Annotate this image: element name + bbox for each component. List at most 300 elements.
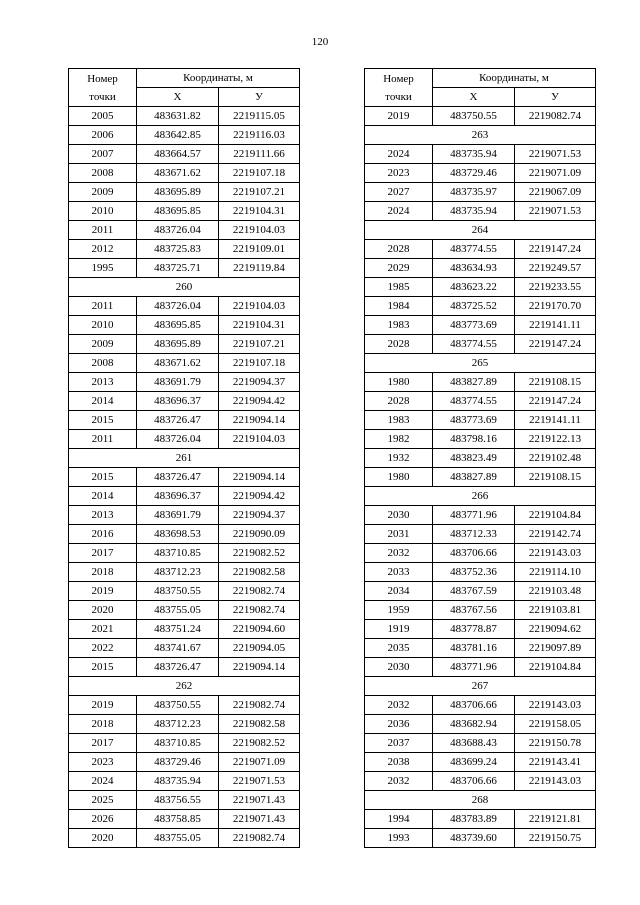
table-row [69, 126, 300, 145]
x-coordinate: 483739.60 [433, 829, 515, 848]
point-number: 2018 [69, 563, 137, 582]
x-coordinate: 483631.82 [137, 107, 219, 126]
point-number: 2030 [365, 658, 433, 677]
y-coordinate: 2219249.57 [515, 259, 596, 278]
x-coordinate: 483774.55 [433, 335, 515, 354]
table-row [69, 772, 300, 791]
table-row [365, 145, 596, 164]
y-coordinate: 2219071.53 [219, 772, 300, 791]
x-coordinate: 483725.83 [137, 240, 219, 259]
x-coordinate: 483726.47 [137, 411, 219, 430]
table-row [365, 316, 596, 335]
y-coordinate: 2219114.10 [515, 563, 596, 582]
y-coordinate: 2219107.18 [219, 164, 300, 183]
section-number: 261 [69, 449, 300, 468]
y-coordinate: 2219082.74 [219, 829, 300, 848]
section-row [365, 221, 596, 240]
x-header: Х [137, 88, 219, 107]
x-coordinate: 483729.46 [137, 753, 219, 772]
y-coordinate: 2219067.09 [515, 183, 596, 202]
y-coordinate: 2219082.52 [219, 544, 300, 563]
point-number: 2015 [69, 468, 137, 487]
y-coordinate: 2219071.53 [515, 202, 596, 221]
table-row [69, 164, 300, 183]
x-coordinate: 483774.55 [433, 392, 515, 411]
y-coordinate: 2219094.37 [219, 373, 300, 392]
section-number: 263 [365, 126, 596, 145]
table-row [365, 392, 596, 411]
y-header: У [219, 88, 300, 107]
point-number: 2019 [365, 107, 433, 126]
point-number: 2009 [69, 335, 137, 354]
x-coordinate: 483750.55 [137, 696, 219, 715]
y-coordinate: 2219107.18 [219, 354, 300, 373]
table-row [69, 715, 300, 734]
table-row [69, 411, 300, 430]
table-row [365, 449, 596, 468]
table-row [69, 620, 300, 639]
table-row [69, 544, 300, 563]
table-row [365, 430, 596, 449]
point-number: 2032 [365, 696, 433, 715]
x-coordinate: 483773.69 [433, 316, 515, 335]
y-coordinate: 2219104.84 [515, 658, 596, 677]
section-number: 264 [365, 221, 596, 240]
table-row [69, 107, 300, 126]
point-number: 2018 [69, 715, 137, 734]
y-header: У [515, 88, 596, 107]
y-coordinate: 2219143.41 [515, 753, 596, 772]
table-row [69, 354, 300, 373]
x-coordinate: 483774.55 [433, 240, 515, 259]
x-coordinate: 483767.59 [433, 582, 515, 601]
page-number: 120 [311, 36, 329, 48]
table-row [69, 753, 300, 772]
point-number: 1993 [365, 829, 433, 848]
x-coordinate: 483773.69 [433, 411, 515, 430]
section-row [365, 126, 596, 145]
point-number: 2009 [69, 183, 137, 202]
section-row [365, 791, 596, 810]
x-coordinate: 483778.87 [433, 620, 515, 639]
x-coordinate: 483755.05 [137, 601, 219, 620]
table-row [365, 525, 596, 544]
x-coordinate: 483725.71 [137, 259, 219, 278]
y-coordinate: 2219082.74 [219, 582, 300, 601]
point-number: 1983 [365, 316, 433, 335]
point-number: 2038 [365, 753, 433, 772]
table-row [69, 639, 300, 658]
point-number: 2024 [365, 202, 433, 221]
y-coordinate: 2219143.03 [515, 696, 596, 715]
point-number: 1995 [69, 259, 137, 278]
y-coordinate: 2219158.05 [515, 715, 596, 734]
table-row [69, 240, 300, 259]
point-number: 2005 [69, 107, 137, 126]
table-row [365, 658, 596, 677]
x-coordinate: 483735.94 [433, 202, 515, 221]
point-number: 2028 [365, 335, 433, 354]
x-coordinate: 483642.85 [137, 126, 219, 145]
x-coordinate: 483735.94 [433, 145, 515, 164]
x-coordinate: 483751.24 [137, 620, 219, 639]
point-number: 2024 [365, 145, 433, 164]
y-coordinate: 2219150.75 [515, 829, 596, 848]
x-coordinate: 483699.24 [433, 753, 515, 772]
point-number: 2013 [69, 506, 137, 525]
table-row [69, 601, 300, 620]
x-coordinate: 483767.56 [433, 601, 515, 620]
point-number: 2023 [365, 164, 433, 183]
x-coordinate: 483827.89 [433, 373, 515, 392]
y-coordinate: 2219104.03 [219, 430, 300, 449]
y-coordinate: 2219147.24 [515, 392, 596, 411]
table-row [69, 810, 300, 829]
y-coordinate: 2219090.09 [219, 525, 300, 544]
x-coordinate: 483827.89 [433, 468, 515, 487]
table-row [69, 487, 300, 506]
section-number: 260 [69, 278, 300, 297]
x-coordinate: 483688.43 [433, 734, 515, 753]
x-coordinate: 483823.49 [433, 449, 515, 468]
table-row [69, 791, 300, 810]
x-coordinate: 483726.04 [137, 221, 219, 240]
point-number: 2011 [69, 221, 137, 240]
y-coordinate: 2219104.31 [219, 202, 300, 221]
y-coordinate: 2219071.43 [219, 810, 300, 829]
point-number: 2007 [69, 145, 137, 164]
table-row [69, 525, 300, 544]
table-row [365, 506, 596, 525]
section-row [365, 677, 596, 696]
y-coordinate: 2219111.66 [219, 145, 300, 164]
y-coordinate: 2219094.62 [515, 620, 596, 639]
table-row [365, 183, 596, 202]
table-row [365, 620, 596, 639]
y-coordinate: 2219094.37 [219, 506, 300, 525]
x-coordinate: 483735.97 [433, 183, 515, 202]
x-coordinate: 483634.93 [433, 259, 515, 278]
point-number: 1980 [365, 373, 433, 392]
point-number-header: Номер точки [365, 69, 433, 107]
table-row [69, 316, 300, 335]
point-number: 1982 [365, 430, 433, 449]
y-coordinate: 2219082.74 [219, 601, 300, 620]
y-coordinate: 2219104.84 [515, 506, 596, 525]
y-coordinate: 2219233.55 [515, 278, 596, 297]
y-coordinate: 2219107.21 [219, 335, 300, 354]
table-row [365, 468, 596, 487]
y-coordinate: 2219116.03 [219, 126, 300, 145]
point-number: 2020 [69, 601, 137, 620]
point-number: 1919 [365, 620, 433, 639]
point-number: 2016 [69, 525, 137, 544]
table-row [69, 582, 300, 601]
point-number: 2010 [69, 202, 137, 221]
point-number: 2023 [69, 753, 137, 772]
point-number: 2036 [365, 715, 433, 734]
y-coordinate: 2219082.58 [219, 563, 300, 582]
point-number: 2014 [69, 487, 137, 506]
table-row [365, 373, 596, 392]
x-coordinate: 483710.85 [137, 734, 219, 753]
x-coordinate: 483623.22 [433, 278, 515, 297]
x-coordinate: 483712.23 [137, 715, 219, 734]
table-row [69, 297, 300, 316]
section-row [365, 354, 596, 373]
x-coordinate: 483706.66 [433, 544, 515, 563]
table-row [69, 373, 300, 392]
x-coordinate: 483698.53 [137, 525, 219, 544]
table-row [69, 829, 300, 848]
section-number: 267 [365, 677, 596, 696]
y-coordinate: 2219103.81 [515, 601, 596, 620]
x-coordinate: 483729.46 [433, 164, 515, 183]
x-coordinate: 483706.66 [433, 772, 515, 791]
point-number: 2008 [69, 164, 137, 183]
y-coordinate: 2219108.15 [515, 468, 596, 487]
y-coordinate: 2219104.03 [219, 221, 300, 240]
x-coordinate: 483682.94 [433, 715, 515, 734]
y-coordinate: 2219142.74 [515, 525, 596, 544]
y-coordinate: 2219108.15 [515, 373, 596, 392]
point-number: 2011 [69, 297, 137, 316]
point-number: 2021 [69, 620, 137, 639]
x-coordinate: 483771.96 [433, 506, 515, 525]
point-number: 1980 [365, 468, 433, 487]
table-row [69, 430, 300, 449]
point-number: 1994 [365, 810, 433, 829]
x-coordinate: 483691.79 [137, 506, 219, 525]
x-coordinate: 483741.67 [137, 639, 219, 658]
x-header: Х [433, 88, 515, 107]
point-number: 2035 [365, 639, 433, 658]
y-coordinate: 2219102.48 [515, 449, 596, 468]
section-row [69, 278, 300, 297]
table-row [365, 715, 596, 734]
x-coordinate: 483671.62 [137, 354, 219, 373]
y-coordinate: 2219071.53 [515, 145, 596, 164]
table-row [69, 259, 300, 278]
table-row [365, 639, 596, 658]
x-coordinate: 483712.23 [137, 563, 219, 582]
section-number: 262 [69, 677, 300, 696]
y-coordinate: 2219147.24 [515, 335, 596, 354]
x-coordinate: 483696.37 [137, 392, 219, 411]
x-coordinate: 483664.57 [137, 145, 219, 164]
y-coordinate: 2219094.42 [219, 487, 300, 506]
table-row [69, 734, 300, 753]
table-row [69, 563, 300, 582]
x-coordinate: 483750.55 [137, 582, 219, 601]
point-number: 2020 [69, 829, 137, 848]
point-number: 2025 [69, 791, 137, 810]
point-number: 1984 [365, 297, 433, 316]
x-coordinate: 483712.33 [433, 525, 515, 544]
point-number-header: Номер точки [69, 69, 137, 107]
y-coordinate: 2219071.09 [219, 753, 300, 772]
point-number: 2033 [365, 563, 433, 582]
table-row [365, 563, 596, 582]
x-coordinate: 483726.04 [137, 430, 219, 449]
y-coordinate: 2219071.43 [219, 791, 300, 810]
y-coordinate: 2219082.58 [219, 715, 300, 734]
point-number: 2028 [365, 240, 433, 259]
x-coordinate: 483726.04 [137, 297, 219, 316]
table-row [365, 772, 596, 791]
point-number: 2011 [69, 430, 137, 449]
table-row [69, 658, 300, 677]
x-coordinate: 483798.16 [433, 430, 515, 449]
coordinates-header: Координаты, м [137, 69, 300, 88]
coordinates-table-left [68, 68, 300, 848]
x-coordinate: 483726.47 [137, 658, 219, 677]
section-number: 268 [365, 791, 596, 810]
point-number: 2017 [69, 734, 137, 753]
y-coordinate: 2219094.42 [219, 392, 300, 411]
point-number: 1985 [365, 278, 433, 297]
x-coordinate: 483752.36 [433, 563, 515, 582]
point-number: 2017 [69, 544, 137, 563]
y-coordinate: 2219094.14 [219, 411, 300, 430]
point-number: 2019 [69, 696, 137, 715]
point-number: 2010 [69, 316, 137, 335]
point-number: 2034 [365, 582, 433, 601]
x-coordinate: 483695.89 [137, 335, 219, 354]
section-number: 266 [365, 487, 596, 506]
table-row [365, 240, 596, 259]
table-row [365, 829, 596, 848]
section-number: 265 [365, 354, 596, 373]
x-coordinate: 483695.85 [137, 202, 219, 221]
point-number: 2014 [69, 392, 137, 411]
y-coordinate: 2219104.03 [219, 297, 300, 316]
x-coordinate: 483750.55 [433, 107, 515, 126]
point-number: 2015 [69, 411, 137, 430]
table-row [365, 734, 596, 753]
coordinates-header: Координаты, м [433, 69, 596, 88]
table-row [365, 164, 596, 183]
point-number: 2008 [69, 354, 137, 373]
section-row [69, 677, 300, 696]
table-row [69, 145, 300, 164]
table-row [365, 544, 596, 563]
point-number: 1959 [365, 601, 433, 620]
y-coordinate: 2219094.05 [219, 639, 300, 658]
table-row [365, 107, 596, 126]
y-coordinate: 2219143.03 [515, 544, 596, 563]
section-row [365, 487, 596, 506]
x-coordinate: 483696.37 [137, 487, 219, 506]
point-number: 2013 [69, 373, 137, 392]
table-row [69, 468, 300, 487]
y-coordinate: 2219082.74 [219, 696, 300, 715]
x-coordinate: 483695.89 [137, 183, 219, 202]
table-row [69, 202, 300, 221]
point-number: 2012 [69, 240, 137, 259]
y-coordinate: 2219094.60 [219, 620, 300, 639]
point-number: 2019 [69, 582, 137, 601]
table-row [365, 278, 596, 297]
table-row [365, 411, 596, 430]
x-coordinate: 483726.47 [137, 468, 219, 487]
point-number: 2032 [365, 544, 433, 563]
section-row [69, 449, 300, 468]
table-row [69, 696, 300, 715]
x-coordinate: 483771.96 [433, 658, 515, 677]
x-coordinate: 483755.05 [137, 829, 219, 848]
point-number: 2006 [69, 126, 137, 145]
table-row [365, 335, 596, 354]
x-coordinate: 483756.55 [137, 791, 219, 810]
point-number: 2031 [365, 525, 433, 544]
y-coordinate: 2219115.05 [219, 107, 300, 126]
x-coordinate: 483706.66 [433, 696, 515, 715]
point-number: 2027 [365, 183, 433, 202]
table-row [365, 753, 596, 772]
x-coordinate: 483695.85 [137, 316, 219, 335]
table-row [69, 506, 300, 525]
table-row [365, 259, 596, 278]
table-row [365, 696, 596, 715]
table-row [365, 202, 596, 221]
y-coordinate: 2219097.89 [515, 639, 596, 658]
y-coordinate: 2219119.84 [219, 259, 300, 278]
table-row [69, 183, 300, 202]
point-number: 1983 [365, 411, 433, 430]
y-coordinate: 2219141.11 [515, 411, 596, 430]
table-row [365, 582, 596, 601]
y-coordinate: 2219170.70 [515, 297, 596, 316]
point-number: 1932 [365, 449, 433, 468]
y-coordinate: 2219147.24 [515, 240, 596, 259]
y-coordinate: 2219150.78 [515, 734, 596, 753]
table-row [69, 335, 300, 354]
y-coordinate: 2219143.03 [515, 772, 596, 791]
point-number: 2032 [365, 772, 433, 791]
y-coordinate: 2219122.13 [515, 430, 596, 449]
point-number: 2026 [69, 810, 137, 829]
x-coordinate: 483735.94 [137, 772, 219, 791]
y-coordinate: 2219082.74 [515, 107, 596, 126]
y-coordinate: 2219104.31 [219, 316, 300, 335]
y-coordinate: 2219071.09 [515, 164, 596, 183]
table-row [365, 601, 596, 620]
y-coordinate: 2219094.14 [219, 658, 300, 677]
table-row [365, 810, 596, 829]
table-row [365, 297, 596, 316]
table-row [69, 392, 300, 411]
y-coordinate: 2219141.11 [515, 316, 596, 335]
point-number: 2029 [365, 259, 433, 278]
x-coordinate: 483691.79 [137, 373, 219, 392]
point-number: 2015 [69, 658, 137, 677]
x-coordinate: 483725.52 [433, 297, 515, 316]
y-coordinate: 2219103.48 [515, 582, 596, 601]
y-coordinate: 2219109.01 [219, 240, 300, 259]
y-coordinate: 2219082.52 [219, 734, 300, 753]
x-coordinate: 483671.62 [137, 164, 219, 183]
point-number: 2022 [69, 639, 137, 658]
x-coordinate: 483758.85 [137, 810, 219, 829]
table-row [69, 221, 300, 240]
y-coordinate: 2219121.81 [515, 810, 596, 829]
point-number: 2028 [365, 392, 433, 411]
point-number: 2024 [69, 772, 137, 791]
x-coordinate: 483783.89 [433, 810, 515, 829]
x-coordinate: 483781.16 [433, 639, 515, 658]
point-number: 2030 [365, 506, 433, 525]
